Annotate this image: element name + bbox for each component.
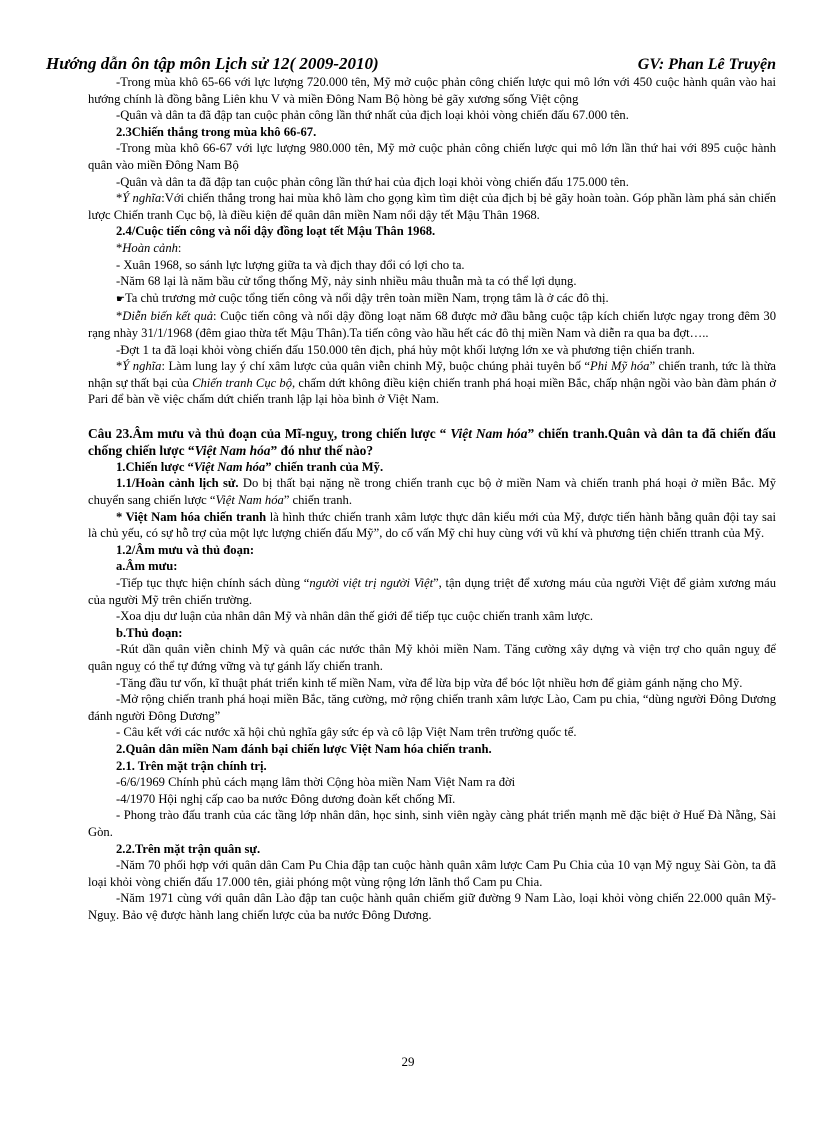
text-run: -Năm 1971 cùng với quân dân Lào đập tan cuộc hành quân chiếm giữ đường 9 Nam Lào, loại khỏi vòng chiến 22.000 quân Mỹ-Nguỵ. Bảo vệ được hành lang chiến lược của ba nước Đông Dương. [88,891,776,922]
text-run: * [116,359,123,374]
text-run: Ta chủ trương mở cuộc tổng tiến công và nổi dậy trên toàn miền Nam, trọng tâm là ở các đô thị. [124,290,609,305]
text-run: ” chiến tranh. [283,493,352,508]
text-run: * [116,191,123,206]
text-run: -Tăng đầu tư vốn, kĩ thuật phát triển kinh tế miền Nam, vừa để lừa bịp vừa để bóc lột nhiều hơn để giảm gánh nặng cho Mỹ. [116,675,743,690]
text-run: Việt Nam hóa [193,459,266,474]
text-run: * [116,309,123,324]
text-run: -Mở rộng chiến tranh phá hoại miền Bắc, tăng cường, mở rộng chiến tranh xâm lược Lào, Cam pu chia, “dùng người Đông Dương đánh người Đông Dương” [88,692,776,723]
paragraph [88,509,776,542]
text-run: Việt Nam hóa [215,493,284,508]
text-run: người việt trị người Việt [309,576,434,591]
text-run: Chiến tranh Cục bộ [192,375,293,390]
text-run: - Xuân 1968, so sánh lực lượng giữa ta và địch thay đổi có lợi cho ta. [116,257,465,272]
text-run: -Năm 68 lại là năm bầu cử tổng thống Mỹ, nảy sinh nhiều mâu thuẫn mà ta có thể lợi dụng. [116,274,577,289]
text-run: : Cuộc tiến công và nổi dậy đồng loạt năm 68 được mở đầu bằng cuộc tập kích chiến lược ngay trong đêm 30 rạng nhày 31/1/1968 (đêm giao thừa tết Mậu Thân).Ta tiến công vào hầu hết các đô thị miền Nam và diễn ra qua ba đợt….. [88,309,776,340]
page-number: 29 [401,1054,415,1069]
header-subject: Lịch sử 12 [215,54,290,73]
text-run: 2.1. Trên mặt trận chính trị. [116,758,267,773]
text-run: -Rút dần quân viễn chinh Mỹ và quân các nước thân Mỹ khỏi miền Nam. Tăng cường xây dựng và viện trợ cho quân nguỵ để quân nguỵ có thể tự đứng vững và tự gánh lấy chiến tranh. [88,642,776,673]
text-run: : Làm lung lay ý chí xâm lược của quân viễn chinh Mỹ, buộc chúng phải tuyên bố “ [161,359,590,374]
section-heading [88,223,776,240]
text-run: Việt Nam hóa [450,425,528,441]
text-run: -Trong mùa khô 65-66 với lực lượng 720.000 tên, Mỹ mở cuộc phản công chiến lược qui mô lớn với 450 cuộc hành quân vào hai hướng chính là đồng bằng Liên khu V và miền Đông Nam Bộ hòng bẻ gãy xương sống Việt cộng [88,75,776,106]
text-run: ☛ [116,293,125,305]
text-run: 2.4/Cuộc tiến công và nổi dậy đồng loạt tết Mậu Thân 1968. [116,224,436,239]
text-run: -Năm 70 phối hợp với quân dân Cam Pu Chia đập tan cuộc hành quân xâm lược Cam Pu Chia của 10 vạn Mỹ nguỵ Sài Gòn, ta đã loại khỏi vòng chiến đấu 17.000 tên, giải phóng một vùng rộng lớn lãnh thổ Cam pu Chia. [88,858,776,889]
text-run: ” chiến tranh.Quân và dân ta đã chiến đấu chống chiến lược “ [88,425,776,458]
section-heading [88,425,776,459]
section-heading [88,741,776,758]
text-run: -Tiếp tục thực hiện chính sách dùng “ [116,576,310,591]
section-heading [88,558,776,575]
section-heading [88,625,776,642]
paragraph [88,74,776,107]
paragraph [88,807,776,840]
paragraph [88,641,776,674]
text-run: Việt Nam hóa [194,442,271,458]
paragraph [88,857,776,890]
text-run: * Việt Nam hóa chiến tranh [116,509,267,524]
paragraph [88,890,776,923]
text-run: 1.Chiến lược “ [116,459,194,474]
text-run: - Phong trào đấu tranh của các tầng lớp nhân dân, học sinh, sinh viên ngày càng phát triển mạnh mẽ đặc biệt ở Huế Đà Nẵng, Sài Gòn. [88,808,776,839]
text-run: Phi Mỹ hóa [590,359,650,374]
text-run: -Trong mùa khô 66-67 với lực lượng 980.000 tên, Mỹ mở cuộc phản công chiến lược qui mô lớn lần thứ hai với 895 cuộc hành quân vào miền Đông Nam Bộ [88,141,776,172]
spacer [88,408,776,425]
text-run: Diễn biến kết quả [122,309,214,324]
text-run: là hình thức chiến tranh xâm lược thực dân kiểu mới của Mỹ, được tiến hành bằng quân đội tay sai là chủ yếu, có sự hỗ trợ của một lực lượng chiến đấu Mỹ”, do cố vấn Mỹ chỉ huy cùng với vũ khí và phương tiện chiến ttranh của Mỹ. [88,509,776,541]
paragraph [88,273,776,290]
text-run: -Đợt 1 ta đã loại khỏi vòng chiến đấu 150.000 tên địch, phá hủy một khối lượng lớn xe và phương tiện chiến tranh. [116,342,695,357]
paragraph [88,290,776,309]
text-run: 2.3Chiến thắng trong mùa khô 66-67. [116,124,317,139]
paragraph [88,724,776,741]
text-run: -Quân và dân ta đã đập tan cuộc phản công lần thứ nhất của địch loại khỏi vòng chiến đấu 67.000 tên. [116,108,629,123]
paragraph [88,174,776,191]
paragraph [88,257,776,274]
page-content [88,50,776,924]
text-run: a.Âm mưu: [116,559,178,574]
text-run: -6/6/1969 Chính phủ cách mạng lâm thời Cộng hòa miền Nam Việt Nam ra đời [116,775,516,790]
text-run: Ý nghĩa [122,191,162,206]
text-run: Câu 23.Âm mưu và thủ đoạn của Mĩ-nguỵ, trong chiến lược “ [88,425,451,441]
paragraph [88,675,776,692]
text-run: , chấm dứt không điều kiện chiến tranh phá hoại miền Bắc, chấp nhận ngồi vào bàn đàm phán ở Pari để bàn về việc chấm dứt chiến tranh lập lại hòa bình ở Việt Nam. [88,375,776,407]
paragraph [88,475,776,508]
text-run: 2.2.Trên mặt trận quân sự. [116,841,261,856]
text-run: -Quân và dân ta đã đập tan cuộc phản công lần thứ hai của địch loại khỏi vòng chiến đấu 175.000 tên. [116,174,629,189]
section-heading [88,124,776,141]
paragraph [88,240,776,257]
paragraph [88,691,776,724]
text-run: Hoàn cảnh [122,240,178,255]
paragraph [88,358,776,408]
text-run: * [116,240,123,255]
text-run: Do bị thất bại nặng nề trong chiến tranh cục bộ ở miền Nam và chiến tranh phá hoại ở miền Bắc. Mỹ chuyển sang chiến lược “ [88,476,776,508]
section-heading [88,542,776,559]
text-run: ” chiến tranh, tức là thừa nhận sự thất bại của [88,359,777,390]
header-year: ( 2009-2010) [289,54,379,73]
section-heading [88,841,776,858]
paragraph [88,107,776,124]
text-run: 1.1/Hoàn cảnh lịch sử. [116,476,239,491]
text-run: 2.Quân dân miền Nam đánh bại chiến lược Việt Nam hóa chiến tranh. [116,741,492,756]
section-heading [88,459,776,476]
paragraph [88,342,776,359]
paragraph [88,774,776,791]
text-run: : [177,240,182,255]
document-body [88,74,776,924]
text-run: -Xoa dịu dư luận của nhân dân Mỹ và nhân dân thế giới để tiếp tục cuộc chiến tranh xâm lược. [116,609,594,624]
paragraph [88,308,776,341]
paragraph [88,575,776,608]
header-teacher: GV: Phan Lê Truyện [637,56,776,73]
text-run: Ý nghĩa [122,359,162,374]
paragraph [88,791,776,808]
header-title-part: Hướng dẫn ôn tập môn [46,54,216,73]
text-run: -4/1970 Hội nghị cấp cao ba nước Đông dương đoàn kết chống Mĩ. [116,791,456,806]
paragraph [88,140,776,173]
section-heading [88,758,776,775]
text-run: ” đó như thế nào? [270,442,374,458]
paragraph [88,608,776,625]
text-run: :Với chiến thắng trong hai mùa khô làm cho gọng kìm tìm diệt của địch bị bẻ gãy hoàn toàn. Góp phần làm phá sản chiến lược Chiến tranh Cục bộ, là điều kiện để quân dân miền Nam nổi dậy tết Mậu Thân 1968. [88,191,776,222]
text-run: b.Thủ đoạn: [116,625,183,640]
text-run: 1.2/Âm mưu và thủ đoạn: [116,542,255,557]
paragraph [88,190,776,223]
text-run: ” chiến tranh của Mỹ. [265,459,384,474]
text-run: ”, tận dụng triệt để xương máu của người Việt để giảm xương máu của người Mỹ trên chiến trường. [88,576,776,607]
text-run: - Câu kết với các nước xã hội chủ nghĩa gây sức ép và cô lập Việt Nam trên trường quốc tế. [116,725,577,740]
